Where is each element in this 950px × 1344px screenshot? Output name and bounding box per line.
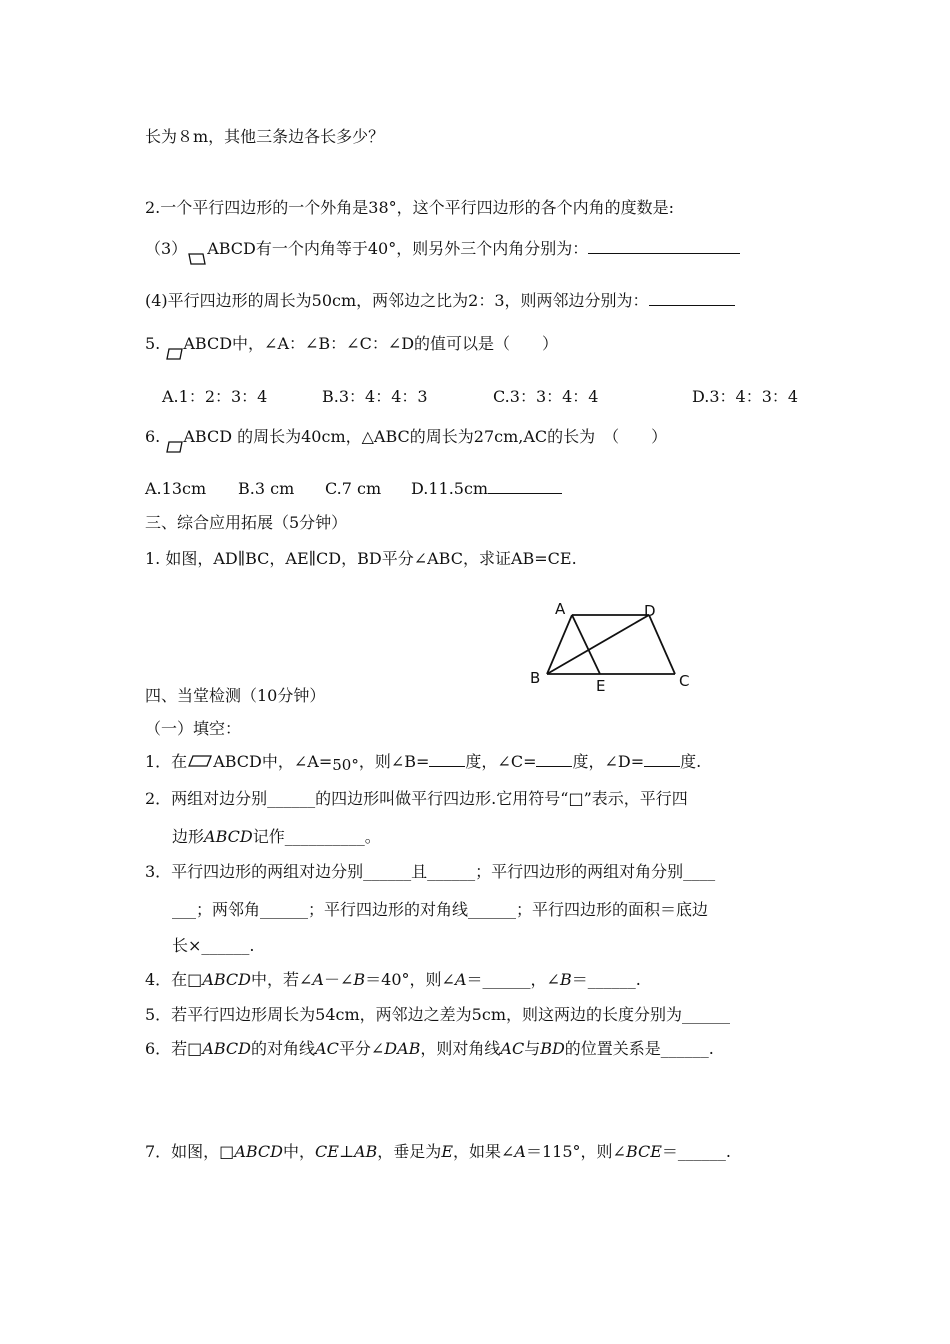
segment-dc — [649, 615, 675, 674]
parallelogram-icon — [187, 240, 207, 266]
question-text: 度，∠C= — [465, 752, 537, 771]
fill-question-7 — [145, 1141, 731, 1163]
fill-question-6 — [145, 1038, 714, 1060]
question-text: 中，若∠ — [251, 970, 313, 989]
question-text: 记作__________。 — [252, 827, 381, 846]
option-c[interactable]: C.7 cm — [325, 479, 382, 498]
math-symbol: B — [559, 970, 572, 989]
question-text: ABCD中，∠A：∠B：∠C：∠D的值可以是（ ） — [183, 334, 559, 353]
question-text: 1．在 — [145, 752, 188, 771]
question-3 — [145, 238, 740, 266]
parallelogram-icon — [165, 335, 183, 361]
parallelogram-figure — [525, 600, 700, 695]
question-2: 2.一个平行四边形的一个外角是38°，这个平行四边形的各个内角的度数是: — [145, 198, 675, 217]
parallelogram-icon — [165, 428, 183, 454]
option-a[interactable]: A.13cm — [145, 479, 207, 498]
subsection-heading: （一）填空： — [145, 719, 242, 738]
fill-question-5: 5．若平行四边形周长为54cm，两邻边之差为5cm，则这两边的长度分别为______ — [145, 1005, 730, 1024]
option-b[interactable]: B.3：4：4：3 — [322, 387, 428, 406]
label-d: D — [644, 602, 656, 620]
label-b: B — [530, 669, 541, 687]
question-text: ＝______. — [571, 970, 641, 989]
question-text: ，则对角线 — [420, 1039, 501, 1058]
math-symbol: ABCD — [234, 1142, 283, 1161]
question-text: ⊥ — [338, 1142, 354, 1161]
question-text: (4)平行四边形的周长为50cm，两邻边之比为2：3，则两邻边分别为： — [145, 291, 649, 310]
math-symbol: B — [353, 970, 366, 989]
question-text: ，则∠B= — [358, 752, 430, 771]
math-symbol: CE — [315, 1142, 339, 1161]
option-a[interactable]: A.1：2：3：4 — [162, 387, 268, 406]
question-text: ＝115°，则∠ — [525, 1142, 626, 1161]
label-e: E — [596, 677, 606, 695]
question-6 — [145, 426, 667, 454]
label-c: C — [679, 672, 690, 690]
fill-question-3-cont: 长×______. — [172, 936, 255, 955]
option-d[interactable] — [411, 479, 562, 498]
question-text: 的对角线 — [251, 1039, 316, 1058]
answer-blank[interactable] — [644, 752, 680, 767]
question-text: －∠ — [323, 970, 354, 989]
question-text: 中， — [283, 1142, 316, 1161]
math-symbol: A — [312, 970, 324, 989]
question-text: ABCD中，∠A= — [213, 752, 333, 771]
question-text: 7．如图，□ — [145, 1142, 235, 1161]
math-symbol: BCE — [625, 1142, 662, 1161]
option-b[interactable]: B.3 cm — [238, 479, 295, 498]
question-text: ，如果∠ — [453, 1142, 515, 1161]
question-4 — [145, 290, 735, 312]
segment-ab — [547, 615, 572, 674]
math-symbol: DAB — [384, 1039, 421, 1058]
math-symbol: A — [514, 1142, 526, 1161]
fill-question-2-cont — [172, 826, 381, 848]
label-a: A — [555, 600, 566, 618]
segment-bd — [547, 615, 649, 674]
question-text: 4．在□ — [145, 970, 203, 989]
section-heading: 四、当堂检测（10分钟） — [145, 686, 326, 705]
answer-blank[interactable] — [588, 239, 740, 254]
question-text: ＝______. — [661, 1142, 732, 1161]
answer-blank[interactable] — [649, 291, 735, 306]
section-heading: 三、综合应用拓展（5分钟） — [145, 513, 348, 532]
option-d[interactable]: D.3：4：3：4 — [692, 387, 799, 406]
text-line: 长为８m，其他三条边各长多少？ — [145, 127, 385, 146]
question-text: ，垂足为 — [377, 1142, 442, 1161]
proof-question-1: 1. 如图，AD∥BC，AE∥CD，BD平分∠ABC，求证AB=CE. — [145, 549, 577, 568]
fill-question-3: 3．平行四边形的两组对边分别______且______；平行四边形的两组对角分别____ — [145, 862, 716, 881]
math-symbol: ABCD — [204, 827, 253, 846]
math-symbol: ABCD — [202, 970, 251, 989]
math-symbol: A — [454, 970, 467, 989]
question-text: ABCD有一个内角等于40°，则另外三个内角分别为： — [207, 239, 589, 258]
question-number: （3） — [145, 239, 188, 258]
fill-question-4 — [145, 969, 641, 991]
answer-blank[interactable] — [488, 479, 562, 494]
question-text: 平分∠ — [338, 1039, 385, 1058]
segment-ae — [572, 615, 600, 674]
question-text: 度. — [680, 752, 702, 771]
question-text: 度，∠D= — [572, 752, 645, 771]
option-c[interactable]: C.3：3：4：4 — [493, 387, 599, 406]
answer-blank[interactable] — [536, 752, 572, 767]
parallelogram-icon — [187, 754, 213, 768]
question-text: ABCD 的周长为40cm，△ABC的周长为27cm,AC的长为 （ ） — [183, 427, 668, 446]
answer-blank[interactable] — [429, 752, 465, 767]
question-text: 边形 — [172, 827, 205, 846]
question-text: 的位置关系是______. — [564, 1039, 714, 1058]
math-symbol: E — [441, 1142, 453, 1161]
question-text: ＝40°，则∠ — [365, 970, 455, 989]
question-text: ＝______，∠ — [466, 970, 560, 989]
fill-question-2: 2．两组对边分别______的四边形叫做平行四边形.它用符号“□”表示，平行四 — [145, 789, 688, 808]
question-text: 与 — [524, 1039, 541, 1058]
math-symbol: AC — [500, 1039, 525, 1058]
math-symbol: ABCD — [202, 1039, 251, 1058]
fill-question-3-cont: ___；两邻角______；平行四边形的对角线______；平行四边形的面积＝底边 — [172, 900, 709, 919]
question-text: 6．若□ — [145, 1039, 203, 1058]
question-5 — [145, 333, 558, 361]
math-symbol: AB — [353, 1142, 378, 1161]
fill-question-1 — [145, 751, 701, 773]
question-number: 5. — [145, 334, 166, 353]
math-symbol: BD — [540, 1039, 565, 1058]
option-text: D.11.5cm — [411, 479, 489, 498]
angle-value: 50° — [332, 756, 359, 774]
math-symbol: AC — [315, 1039, 339, 1058]
question-number: 6. — [145, 427, 166, 446]
